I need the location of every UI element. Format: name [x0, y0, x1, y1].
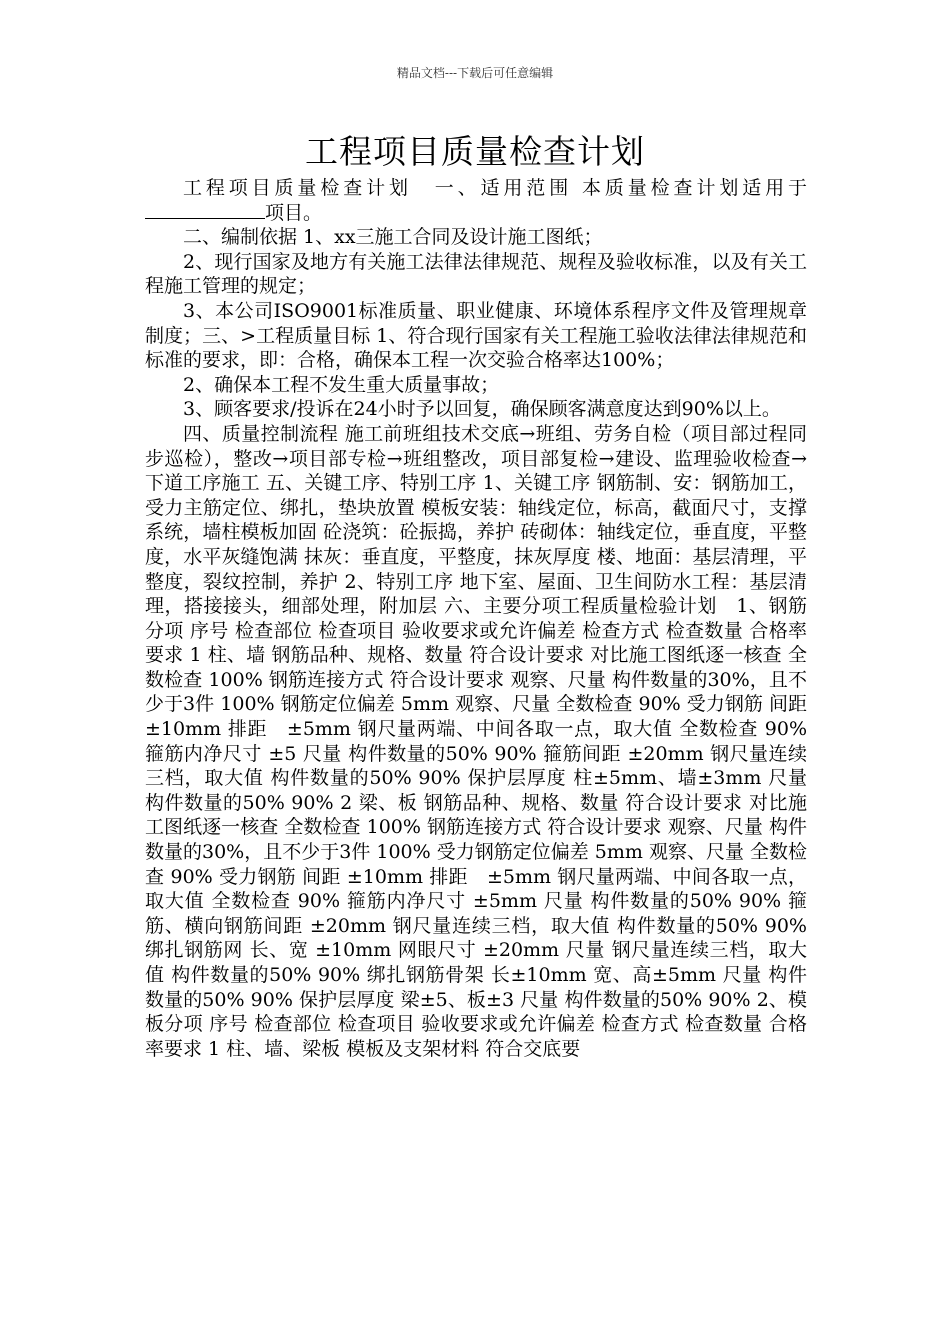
paragraph: 3、本公司ISO9001标准质量、职业健康、环境体系程序文件及管理规章制度；三、>工程质量目标 1、符合现行国家有关工程施工验收法律法律规范和标准的要求，即：合格，确保本工程一次交验合格率达100%； — [145, 299, 807, 372]
blank-underline — [145, 202, 265, 219]
document-title: 工程项目质量检查计划 — [305, 132, 645, 171]
paragraph: 二、编制依据 1、xx三施工合同及设计施工图纸； — [183, 226, 603, 249]
scope-text: 工程项目质量检查计划 一、适用范围 本质量检查计划适用于 — [183, 177, 807, 199]
document-body — [145, 176, 807, 1061]
scope-text-end: 项目。 — [265, 201, 323, 224]
running-header: 精品文档---下载后可任意编辑 — [396, 66, 554, 80]
paragraph: 四、质量控制流程 施工前班组技术交底→班组、劳务自检（项目部过程同步巡检），整改→项目部专检→班组整改，项目部复检→建设、监理验收检查→下道工序施工 五、关键工序、特别工序 1、关键工序 钢筋制、安：钢筋加工，受力主筋定位、绑扎，垫块放置 模板安装：轴线定位，标高，截面尺寸，支撑系统，墙柱模板加固 砼浇筑：砼振捣，养护 砖砌体：轴线定位，垂直度，平整度，水平灰缝饱满 抹灰：垂直度，平整度，抹灰厚度 楼、地面：基层清理，平整度，裂纹控制，养护 2、特别工序 地下室、屋面、卫生间防水工程：基层清理，搭接接头，细部处理，附加层 六、主要分项工程质量检验计划 1、钢筋分项 序号 检查部位 检查项目 验收要求或允许偏差 检查方式 检查数量 合格率要求 1 柱、墙 钢筋品种、规格、数量 符合设计要求 对比施工图纸逐一核查 全数检查 100% 钢筋连接方式 符合设计要求 观察、尺量 构件数量的30%，且不少于3件 100% 钢筋定位偏差 5mm 观察、尺量 全数检查 90% 受力钢筋 间距 ±10mm 排距 ±5mm 钢尺量两端、中间各取一点，取大值 全数检查 90% 箍筋内净尺寸 ±5 尺量 构件数量的50% 90% 箍筋间距 ±20mm 钢尺量连续三档，取大值 构件数量的50% 90% 保护层厚度 柱±5mm、墙±3mm 尺量 构件数量的50% 90% 2 梁、板 钢筋品种、规格、数量 符合设计要求 对比施工图纸逐一核查 全数检查 100% 钢筋连接方式 符合设计要求 观察、尺量 构件数量的30%，且不少于3件 100% 受力钢筋定位偏差 5mm 观察、尺量 全数检查 90% 受力钢筋 间距 ±10mm 排距 ±5mm 钢尺量两端、中间各取一点，取大值 全数检查 90% 箍筋内净尺寸 ±5mm 尺量 构件数量的50% 90% 箍筋、横向钢筋间距 ±20mm 钢尺量连续三档，取大值 构件数量的50% 90% 绑扎钢筋网 长、宽 ±10mm 网眼尺寸 ±20mm 尺量 钢尺量连续三档，取大值 构件数量的50% 90% 绑扎钢筋骨架 长±10mm 宽、高±5mm 尺量 构件数量的50% 90% 保护层厚度 梁±5、板±3 尺量 构件数量的50% 90% 2、模板分项 序号 检查部位 检查项目 验收要求或允许偏差 检查方式 检查数量 合格率要求 1 柱、墙、梁板 模板及支架材料 符合交底要 — [145, 422, 807, 1060]
paragraph: 2、确保本工程不发生重大质量事故； — [183, 373, 500, 396]
paragraph: 2、现行国家及地方有关施工法律法律规范、规程及验收标准，以及有关工程施工管理的规定； — [145, 250, 807, 298]
paragraph: 3、顾客要求/投诉在24小时予以回复，确保顾客满意度达到90%以上。 — [183, 398, 781, 421]
paragraph-scope — [145, 176, 807, 225]
